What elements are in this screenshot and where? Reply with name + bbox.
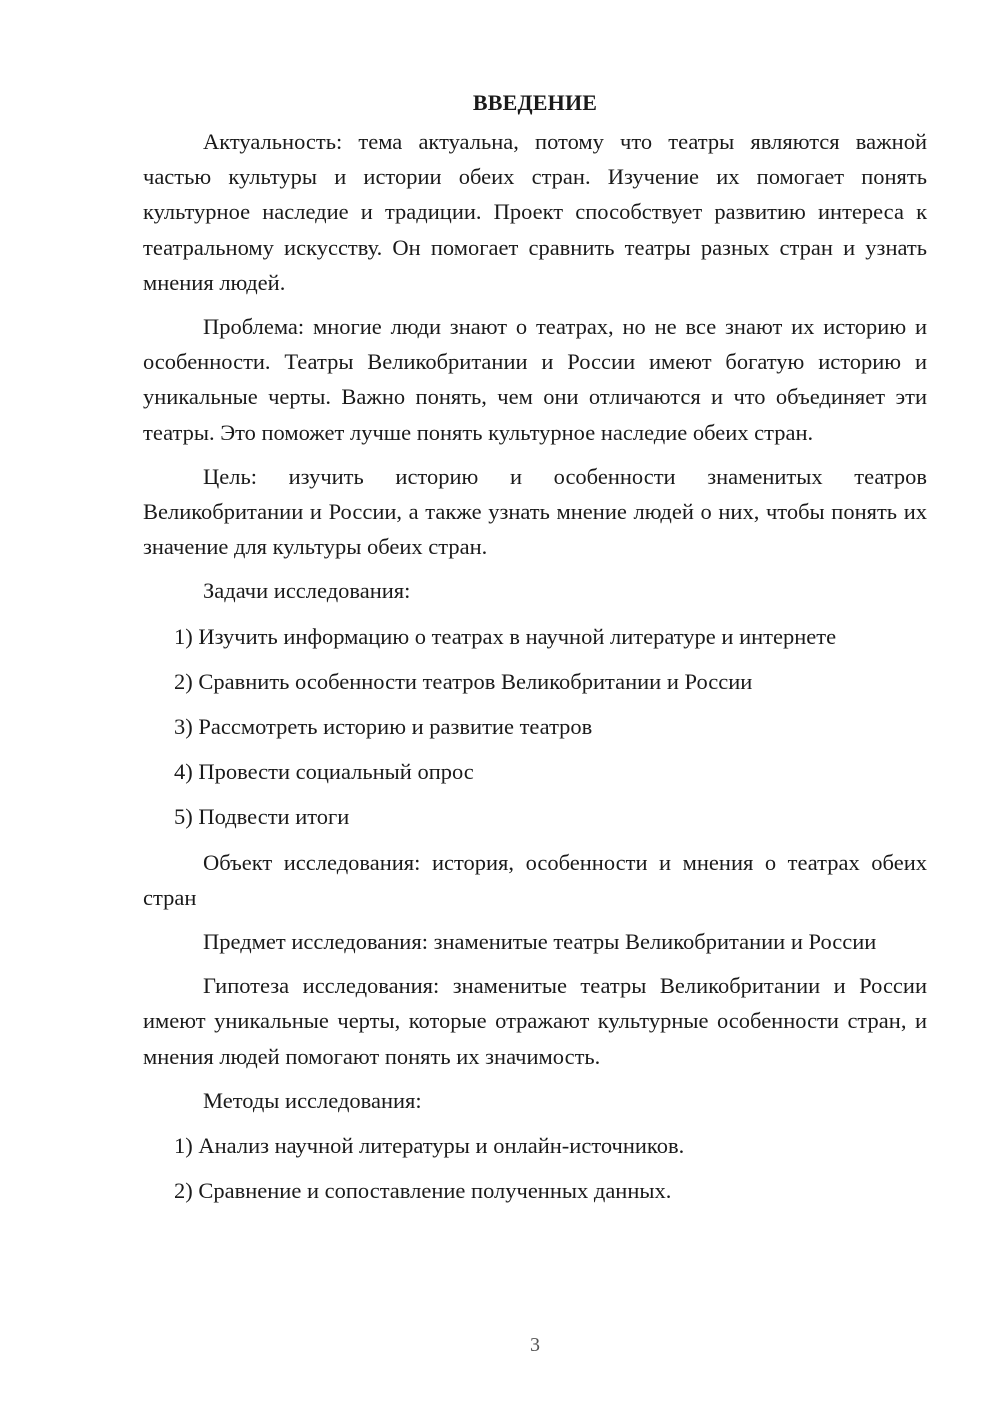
task-item: 2) Сравнить особенности театров Великобритании и России [174,668,753,694]
task-item: 1) Изучить информацию о театрах в научной литературе и интернете [174,623,837,649]
subject-paragraph: Предмет исследования: знаменитые театры Великобритании и России [203,929,877,955]
task-item: 4) Провести социальный опрос [174,759,474,785]
task-item: 3) Рассмотреть историю и развитие театров [174,714,593,740]
hypothesis-paragraph: Гипотеза исследования: знаменитые театры Великобритании и России имеют уникальные черты, которые отражают культурные особенности стран, и мнения людей помогают понять их значимость. [143,973,927,1069]
goal-paragraph: Цель: изучить историю и особенности знаменитых театров Великобритании и России, а также узнать мнение людей о них, чтобы понять их значение для культуры обеих стран. [143,463,927,560]
tasks-list [143,619,927,835]
method-item: 1) Анализ научной литературы и онлайн-источников. [174,1133,685,1159]
page-number: 3 [530,1334,540,1356]
section-title: ВВЕДЕНИЕ [472,90,598,115]
methods-list [143,1128,927,1208]
methods-heading: Методы исследования: [203,1087,422,1113]
method-item: 2) Сравнение и сопоставление полученных данных. [174,1178,672,1204]
tasks-heading: Задачи исследования: [203,578,411,604]
task-item: 5) Подвести итоги [174,804,350,830]
object-paragraph: Объект исследования: история, особенности и мнения о театрах обеих стран [143,849,927,910]
relevance-paragraph: Актуальность: тема актуальна, потому что театры являются важной частью культуры и истории обеих стран. Изучение их помогает понять культурное наследие и традиции. Проект способствует развитию интереса к театральному искусству. Он помогает сравнить театры разных стран и узнать мнения людей. [143,129,927,295]
problem-paragraph: Проблема: многие люди знают о театрах, но не все знают их историю и особенности. Театры Великобритании и России имеют богатую историю и уникальные черты. Важно понять, чем они отличаются и что объединяет эти театры. Это поможет лучше понять культурное наследие обеих стран. [143,314,927,445]
document-page [143,88,927,1218]
